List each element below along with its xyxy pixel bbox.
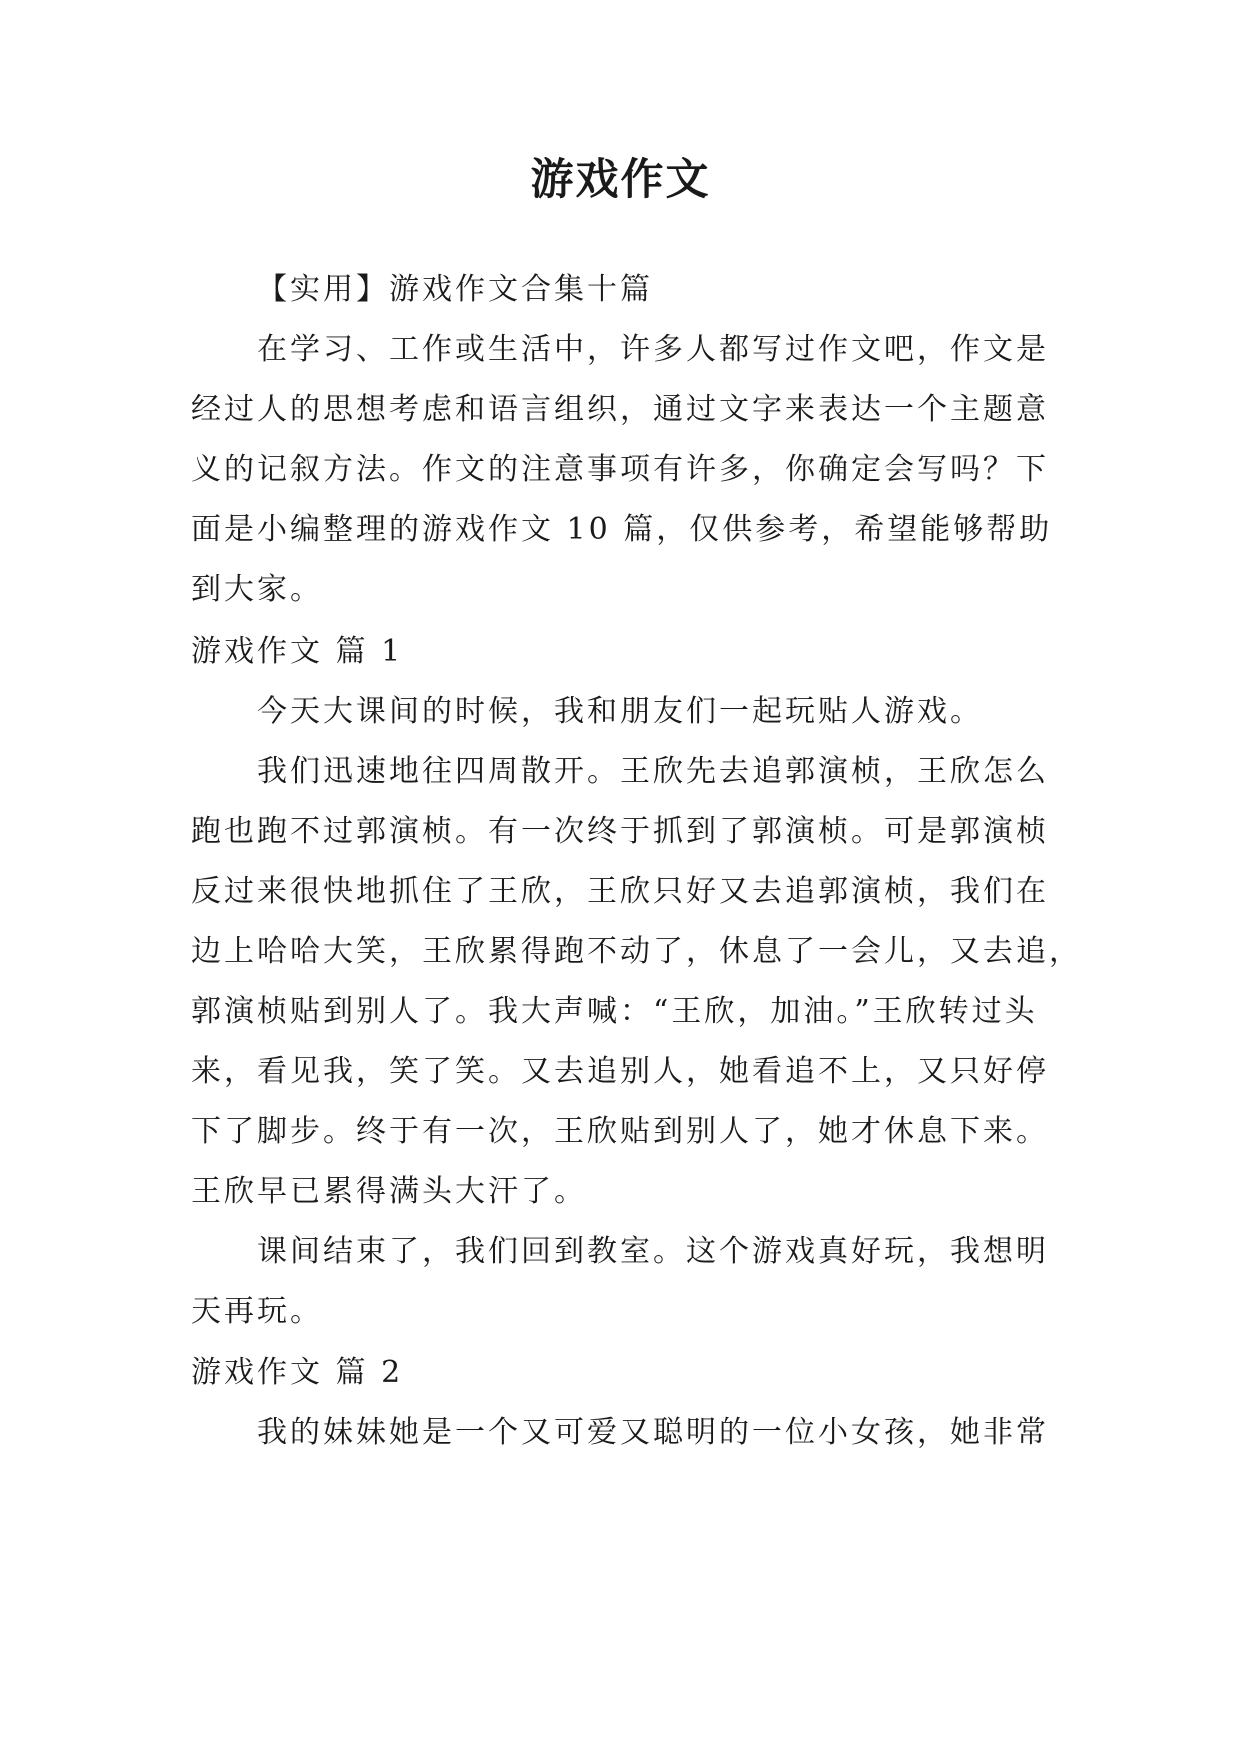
section-heading: 游戏作文 篇 2 — [191, 1355, 404, 1390]
document-title: 游戏作文 — [530, 155, 711, 205]
paragraph-line: 来，看见我，笑了笑。又去追别人，她看追不上，又只好停 — [191, 1054, 1049, 1089]
section-2 — [191, 1343, 1081, 1463]
intro-line: 在学习、工作或生活中，许多人都写过作文吧，作文是 — [257, 332, 1049, 367]
section-1 — [191, 622, 1081, 1342]
paragraph-line: 跑也跑不过郭演桢。有一次终于抓到了郭演桢。可是郭演桢 — [191, 814, 1049, 849]
paragraph-line: 边上哈哈大笑，王欣累得跑不动了，休息了一会儿，又去追， — [191, 934, 1082, 969]
paragraph-line: 郭演桢贴到别人了。我大声喊：“王欣，加油。”王欣转过头 — [191, 994, 1038, 1029]
paragraph-line: 今天大课间的时候，我和朋友们一起玩贴人游戏。 — [257, 694, 983, 729]
section-heading: 游戏作文 篇 1 — [191, 634, 404, 669]
paragraph-line: 我们迅速地往四周散开。王欣先去追郭演桢，王欣怎么 — [257, 754, 1049, 789]
paragraph-line: 课间结束了，我们回到教室。这个游戏真好玩，我想明 — [257, 1234, 1049, 1269]
paragraph-line: 反过来很快地抓住了王欣，王欣只好又去追郭演桢，我们在 — [191, 874, 1049, 909]
intro-line: 经过人的思想考虑和语言组织，通过文字来表达一个主题意 — [191, 392, 1049, 427]
intro-line: 义的记叙方法。作文的注意事项有许多，你确定会写吗？下 — [191, 452, 1049, 487]
paragraph-line: 天再玩。 — [191, 1294, 323, 1329]
paragraph-line: 王欣早已累得满头大汗了。 — [191, 1174, 587, 1209]
intro-block — [191, 260, 1081, 620]
subtitle-line: 【实用】游戏作文合集十篇 — [257, 272, 653, 307]
paragraph-line: 下了脚步。终于有一次，王欣贴到别人了，她才休息下来。 — [191, 1114, 1049, 1149]
intro-line: 到大家。 — [191, 572, 323, 607]
paragraph-line: 我的妹妹她是一个又可爱又聪明的一位小女孩，她非常 — [257, 1415, 1049, 1450]
intro-line: 面是小编整理的游戏作文 10 篇，仅供参考，希望能够帮助 — [191, 512, 1053, 547]
